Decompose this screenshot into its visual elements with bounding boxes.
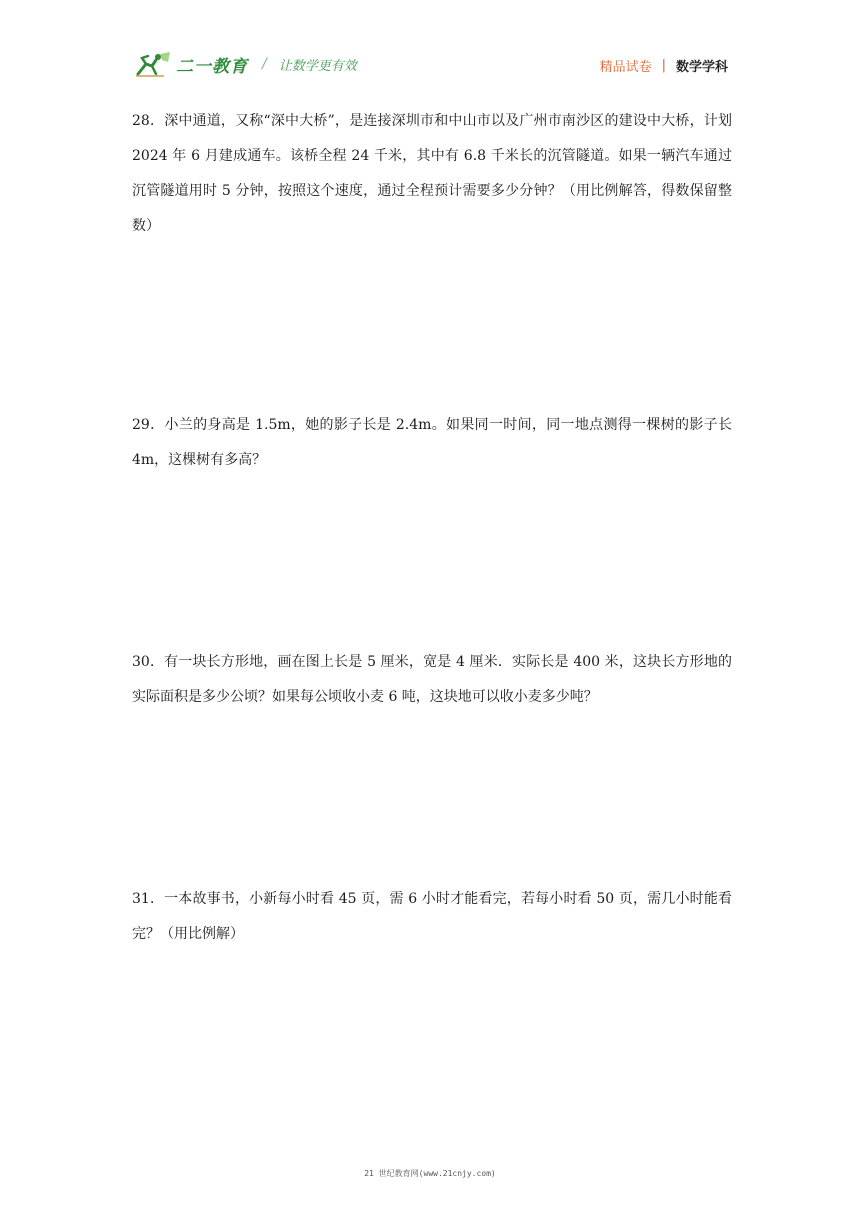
page-footer: 21 世纪教育网(www.21cnjy.com): [364, 1169, 496, 1178]
premium-label: 精品试卷: [599, 60, 652, 75]
question-28: 28．深中通道，又称“深中大桥”，是连接深圳市和中山市以及广州市南沙区的建设中大桥，计划 2024 年 6 月建成通车。该桥全程 24 千米，其中有 6.8 千米长的沉管隧道。如果一辆汽车通过沉管隧道用时 5 分钟，按照这个速度，通过全程预计需要多少分钟？（用比例解答，得数保留整数）: [132, 113, 732, 234]
header-tags: [600, 56, 728, 75]
subject-label: 数学学科: [675, 60, 728, 75]
running-figure-icon: [134, 50, 174, 78]
brand-name: 二一教育: [176, 56, 248, 77]
question-30: 30．有一块长方形地，画在图上长是 5 厘米，宽是 4 厘米．实际长是 400 米，这块长方形地的实际面积是多少公顷？如果每公顷收小麦 6 吨，这块地可以收小麦多少吨？: [132, 654, 732, 705]
question-31: 31．一本故事书，小新每小时看 45 页，需 6 小时才能看完，若每小时看 50 页，需几小时能看完？（用比例解）: [132, 891, 732, 942]
brand-slogan: 让数学更有效: [278, 58, 357, 74]
slogan-separator: /: [262, 56, 267, 72]
question-29: 29．小兰的身高是 1.5m，她的影子长是 2.4m。如果同一时间，同一地点测得一棵树的影子长 4m，这棵树有多高？: [132, 417, 732, 468]
tag-divider: |: [661, 58, 666, 73]
brand-logo: [134, 50, 357, 78]
page-header: [134, 46, 730, 82]
